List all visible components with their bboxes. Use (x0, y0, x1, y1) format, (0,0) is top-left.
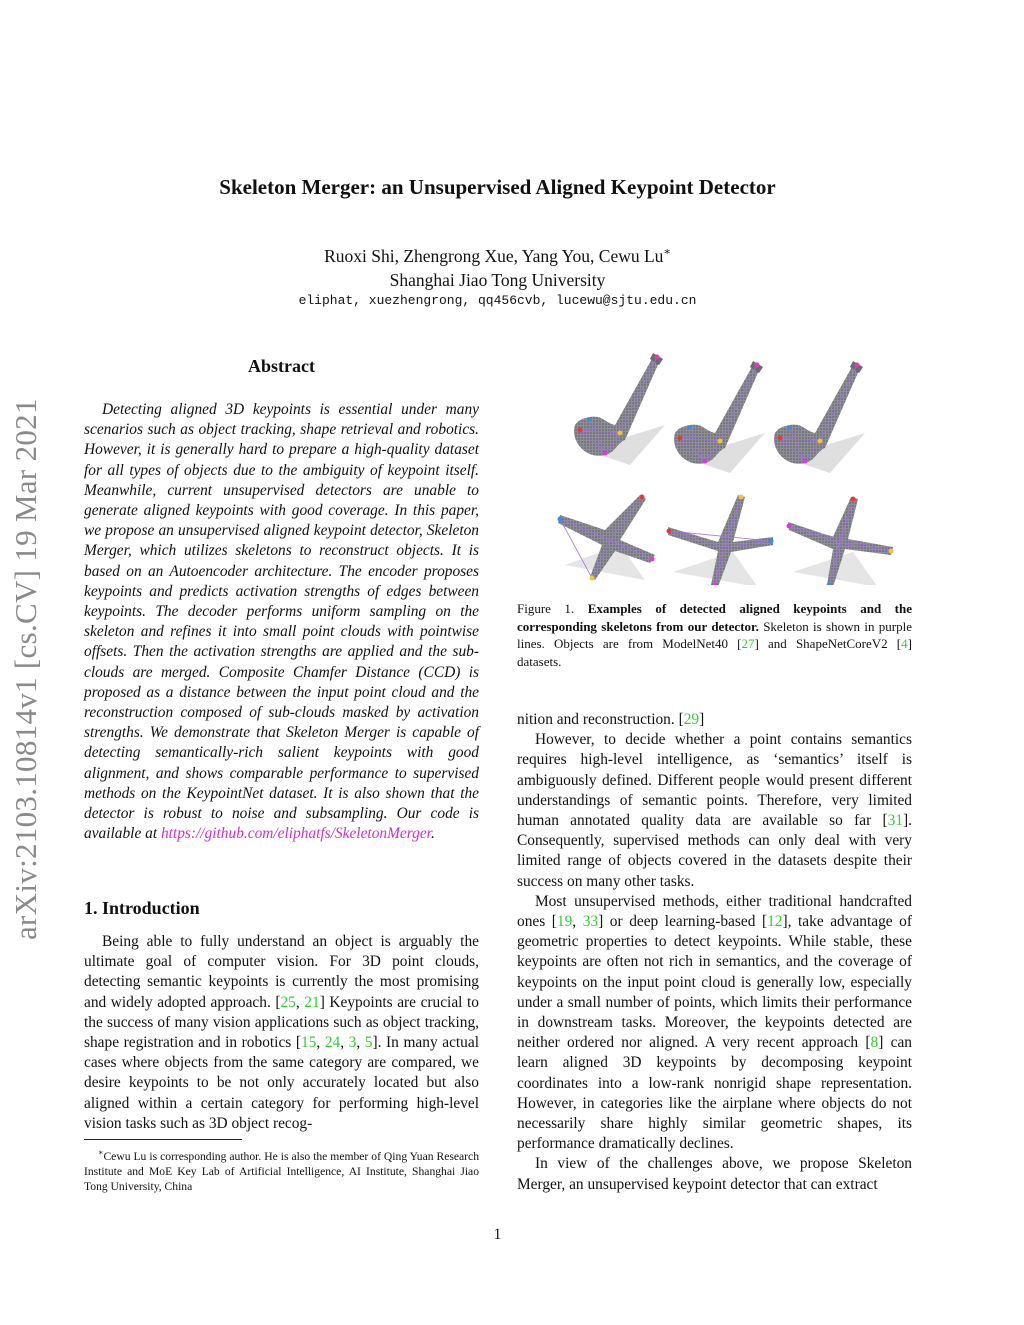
citation-link[interactable]: 3 (348, 1034, 357, 1052)
right-column-body: nition and reconstruction. [29] However, to decide whether a point contains semantics requires high-level intelligence, as ‘semantics’ itself is ambiguously defined. Different people would present different understandings of semantic points. Therefore, very limited human annotated quality data are available so far [31]. Consequently, supervised methods can only deal with very limited range of objects covered in the datasets despite their success on many other tasks. Most unsupervised methods, either traditional handcrafted ones [19, 33] or deep learning-based [12], take advantage of geometric properties to detect keypoints. While stable, these keypoints are often not rich in semantics, and the coverage of keypoints on the input point cloud is generally low, especially under a small number of points, which limits their performance in downstream tasks. Moreover, the keypoints detected are neither ordered nor aligned. A very recent approach [8] can learn aligned 3D keypoints by decomposing keypoint coordinates into a low-rank nonrigid shape representation. However, in categories like the airplane where objects do not necessarily share highly similar geometric shapes, its performance dramatically declines. In view of the challenges above, we propose Skeleton Merger, an unsupervised keypoint detector that can extract (517, 710, 912, 1195)
introduction-body: Being able to fully understand an object is arguably the ultimate goal of computer vision. For 3D point clouds, detecting semantic keypoints is currently the most promising and widely adopted approach. [25, 21] Keypoints are crucial to the success of many vision applications such as object tracking, shape registration and in robotics [15, 24, 3, 5]. In many actual cases where objects from the same category are compared, we desire keypoints to be not only accurately located but also aligned within a certain category for performing high-level vision tasks such as 3D object recog- (84, 933, 479, 1132)
citation-link[interactable]: 33 (582, 913, 599, 931)
citation-link[interactable]: 19 (556, 913, 573, 931)
figure-1-caption: Figure 1. Examples of detected aligned keypoints and the corresponding skeletons from our detector. Skeleton is shown in purple lines. Objects are from ModelNet40 [27] and ShapeNetCoreV2 [4] datasets. (517, 601, 913, 669)
citation-link[interactable]: 24 (324, 1034, 341, 1052)
affiliation: Shanghai Jiao Tong University (389, 269, 606, 290)
citation-link[interactable]: 4 (901, 636, 908, 651)
guitar-example (674, 361, 765, 473)
guitar-example (774, 361, 865, 473)
footnote (84, 1145, 479, 1195)
guitar-example (574, 353, 665, 465)
footnote-mark: ∗ (98, 1148, 104, 1157)
citation-link[interactable]: 15 (300, 1034, 317, 1052)
airplane-example (558, 495, 656, 581)
citation-link[interactable]: 25 (280, 993, 296, 1011)
footnote-rule (84, 1139, 242, 1140)
citation-link[interactable]: 31 (887, 812, 904, 830)
airplane-example (667, 495, 774, 586)
paragraph: In view of the challenges above, we propose Skeleton Merger, an unsupervised keypoint detector that can extract (517, 1155, 912, 1193)
caption-label: Figure 1. (517, 601, 575, 616)
citation-link[interactable]: 29 (683, 711, 700, 728)
author-footnote-mark: ∗ (663, 246, 671, 258)
caption-bold: Examples of detected aligned keypoints and the corresponding skeletons from our detector. (517, 601, 913, 634)
paper-title: Skeleton Merger: an Unsupervised Aligned Keypoint Detector (219, 175, 776, 199)
abstract-body: Detecting aligned 3D keypoints is essential under many scenarios such as object tracking, shape retrieval and robotics. However, it is generally hard to prepare a high-quality dataset for all types of objects due to the ambiguity of keypoint itself. Meanwhile, current unsupervised detectors are unable to generate aligned keypoints with good coverage. In this paper, we propose an unsupervised aligned keypoint detector, Skeleton Merger, which utilizes skeletons to reconstruct objects. It is based on an Autoencoder architecture. The encoder proposes keypoints and predicts activation strengths of edges between keypoints. The decoder performs uniform sampling on the skeleton and refines it into small point clouds with pointwise offsets. Then the activation strengths are applied and the sub-clouds are merged. Composite Chamfer Distance (CCD) is proposed as a distance between the input point cloud and the reconstruction composed of sub-clouds masked by activation strengths. We demonstrate that Skeleton Merger is capable of detecting semantically-rich salient keypoints with good alignment, and shows comparable performance to supervised methods on the KeypointNet dataset. It is also shown that the detector is robust to noise and subsampling. Our code is available at https://github.com/eliphatfs/SkeletonMerger. (84, 401, 479, 843)
airplane-example (787, 497, 894, 586)
citation-link[interactable]: 8 (870, 1034, 879, 1052)
citation-link[interactable]: 12 (767, 913, 783, 931)
citation-link[interactable]: 21 (304, 993, 320, 1011)
abstract-text: Detecting aligned 3D keypoints is essential under many scenarios such as object tracking, shape retrieval and robotics. However, it is generally hard to prepare a high-quality dataset for all types of objects due to the ambiguity of keypoint itself. Meanwhile, current unsupervised detectors are unable to generate aligned keypoints with good coverage. In this paper, we propose an unsupervised aligned keypoint detector, Skeleton Merger, which utilizes skeletons to reconstruct objects. It is based on an Autoencoder architecture. The encoder proposes keypoints and predicts activation strengths of edges between keypoints. The decoder performs uniform sampling on the skeleton and refines it into small point clouds with pointwise offsets. Then the activation strengths are applied and the sub-clouds are merged. Composite Chamfer Distance (CCD) is proposed as a distance between the input point cloud and the reconstruction composed of sub-clouds masked by activation strengths. We demonstrate that Skeleton Merger is capable of detecting semantically-rich salient keypoints with good alignment, and shows comparable performance to supervised methods on the KeypointNet dataset. It is also shown that the detector is robust to noise and subsampling. Our code is available at (84, 401, 479, 843)
citation-link[interactable]: 5 (364, 1034, 373, 1052)
authors: Ruoxi Shi, Zhengrong Xue, Yang You, Cewu Lu (324, 245, 664, 266)
abstract-heading: Abstract (248, 356, 315, 376)
page-number: 1 (493, 1226, 502, 1243)
emails: eliphat, xuezhengrong, qq456cvb, lucewu@sjtu.edu.cn (298, 293, 697, 308)
footnote-text: Cewu Lu is corresponding author. He is also the member of Qing Yuan Research Institute and MoE Key Lab of Artificial Intelligence, AI Institute, Shanghai Jiao Tong University, China (84, 1149, 479, 1194)
arxiv-stamp: arXiv:2103.10814v1 [cs.CV] 19 Mar 2021 (8, 398, 43, 940)
author-block (0, 240, 995, 292)
section-heading-introduction: 1. Introduction (84, 898, 200, 918)
figure-1-image (545, 345, 920, 585)
code-link[interactable]: https://github.com/eliphatfs/SkeletonMerger (160, 825, 431, 843)
citation-link[interactable]: 27 (741, 636, 755, 651)
